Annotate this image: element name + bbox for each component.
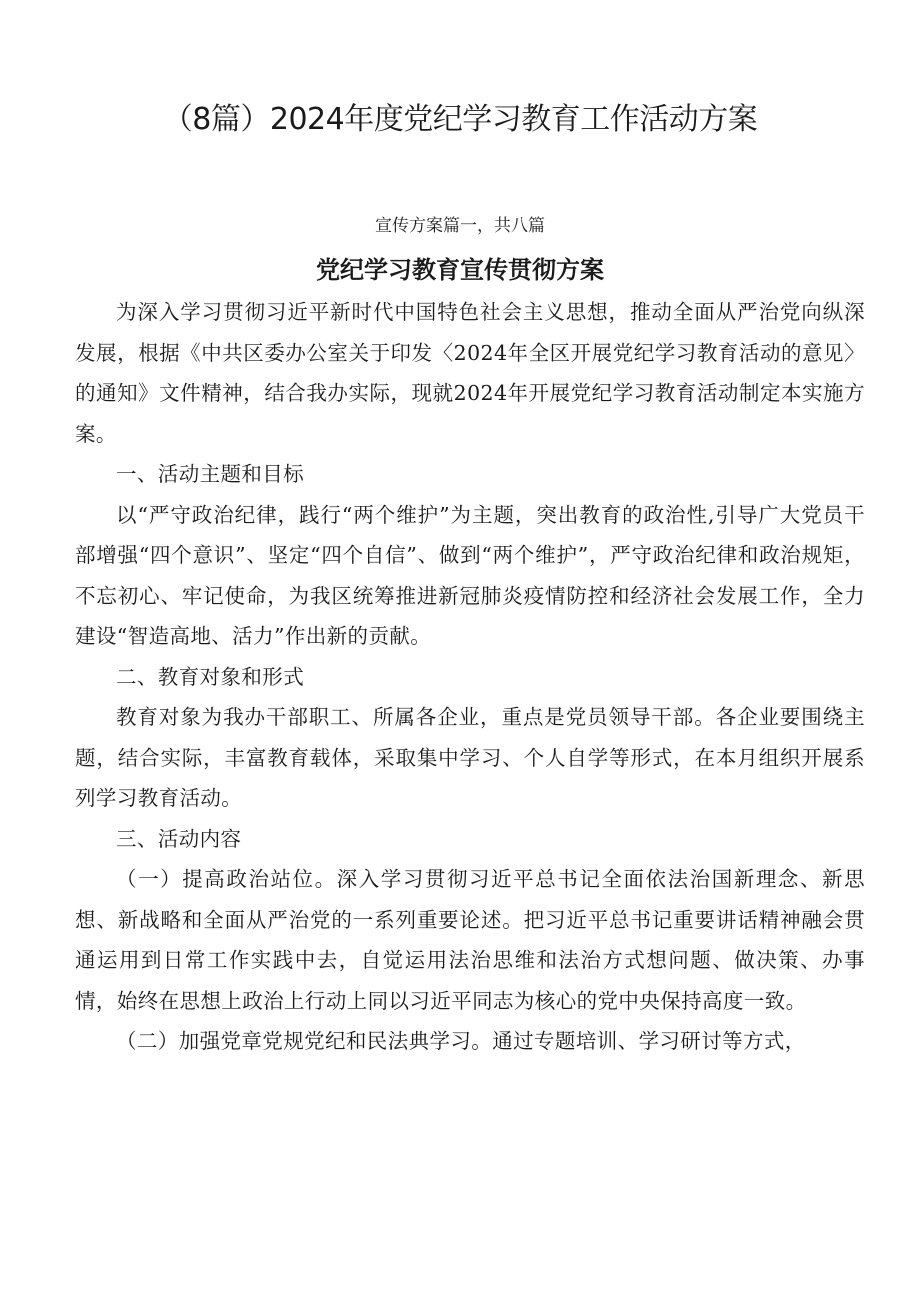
heading-activity-content: 三、活动内容 (116, 826, 242, 851)
series-label: 宣传方案篇一，共八篇 (375, 216, 545, 236)
heading-theme-goals: 一、活动主题和目标 (116, 462, 305, 486)
theme-paragraph: 以“严守政治纪律，践行“两个维护”为主题，突出教育的政治性,引导广大党员干部增强“四个意识”、坚定“四个自信”、做到“两个维护”，严守政治纪律和政治规矩，不忘初心、牢记使命，为我区统筹推进新冠肺炎疫情防控和经济社会发展工作，全力建设“智造高地、活力”作出新的贡献。 (75, 502, 865, 648)
heading-target-format: 二、教育对象和形式 (116, 664, 305, 689)
document-title: （8篇）2024年度党纪学习教育工作活动方案 (162, 102, 758, 137)
section-title: 党纪学习教育宣传贯彻方案 (316, 256, 604, 284)
document-body (75, 292, 865, 1062)
content-item-2: （二）加强党章党规党纪和民法典学习。通过专题培训、学习研讨等方式， (116, 1029, 806, 1053)
target-paragraph: 教育对象为我办干部职工、所属各企业，重点是党员领导干部。各企业要围绕主题，结合实际，丰富教育载体，采取集中学习、个人自学等形式，在本月组织开展系列学习教育活动。 (75, 705, 865, 810)
intro-paragraph: 为深入学习贯彻习近平新时代中国特色社会主义思想，推动全面从严治党向纵深发展，根据《中共区委办公室关于印发〈2024年全区开展党纪学习教育活动的意见〉的通知》文件精神，结合我办实际，现就2024年开展党纪学习教育活动制定本实施方案。 (75, 300, 865, 446)
content-item-1: （一）提高政治站位。深入学习贯彻习近平总书记全面依法治国新理念、新思想、新战略和全面从严治党的一系列重要论述。把习近平总书记重要讲话精神融会贯通运用到日常工作实践中去，自觉运用法治思维和法治方式想问题、做决策、办事情，始终在思想上政治上行动上同以习近平同志为核心的党中央保持高度一致。 (75, 867, 865, 1013)
